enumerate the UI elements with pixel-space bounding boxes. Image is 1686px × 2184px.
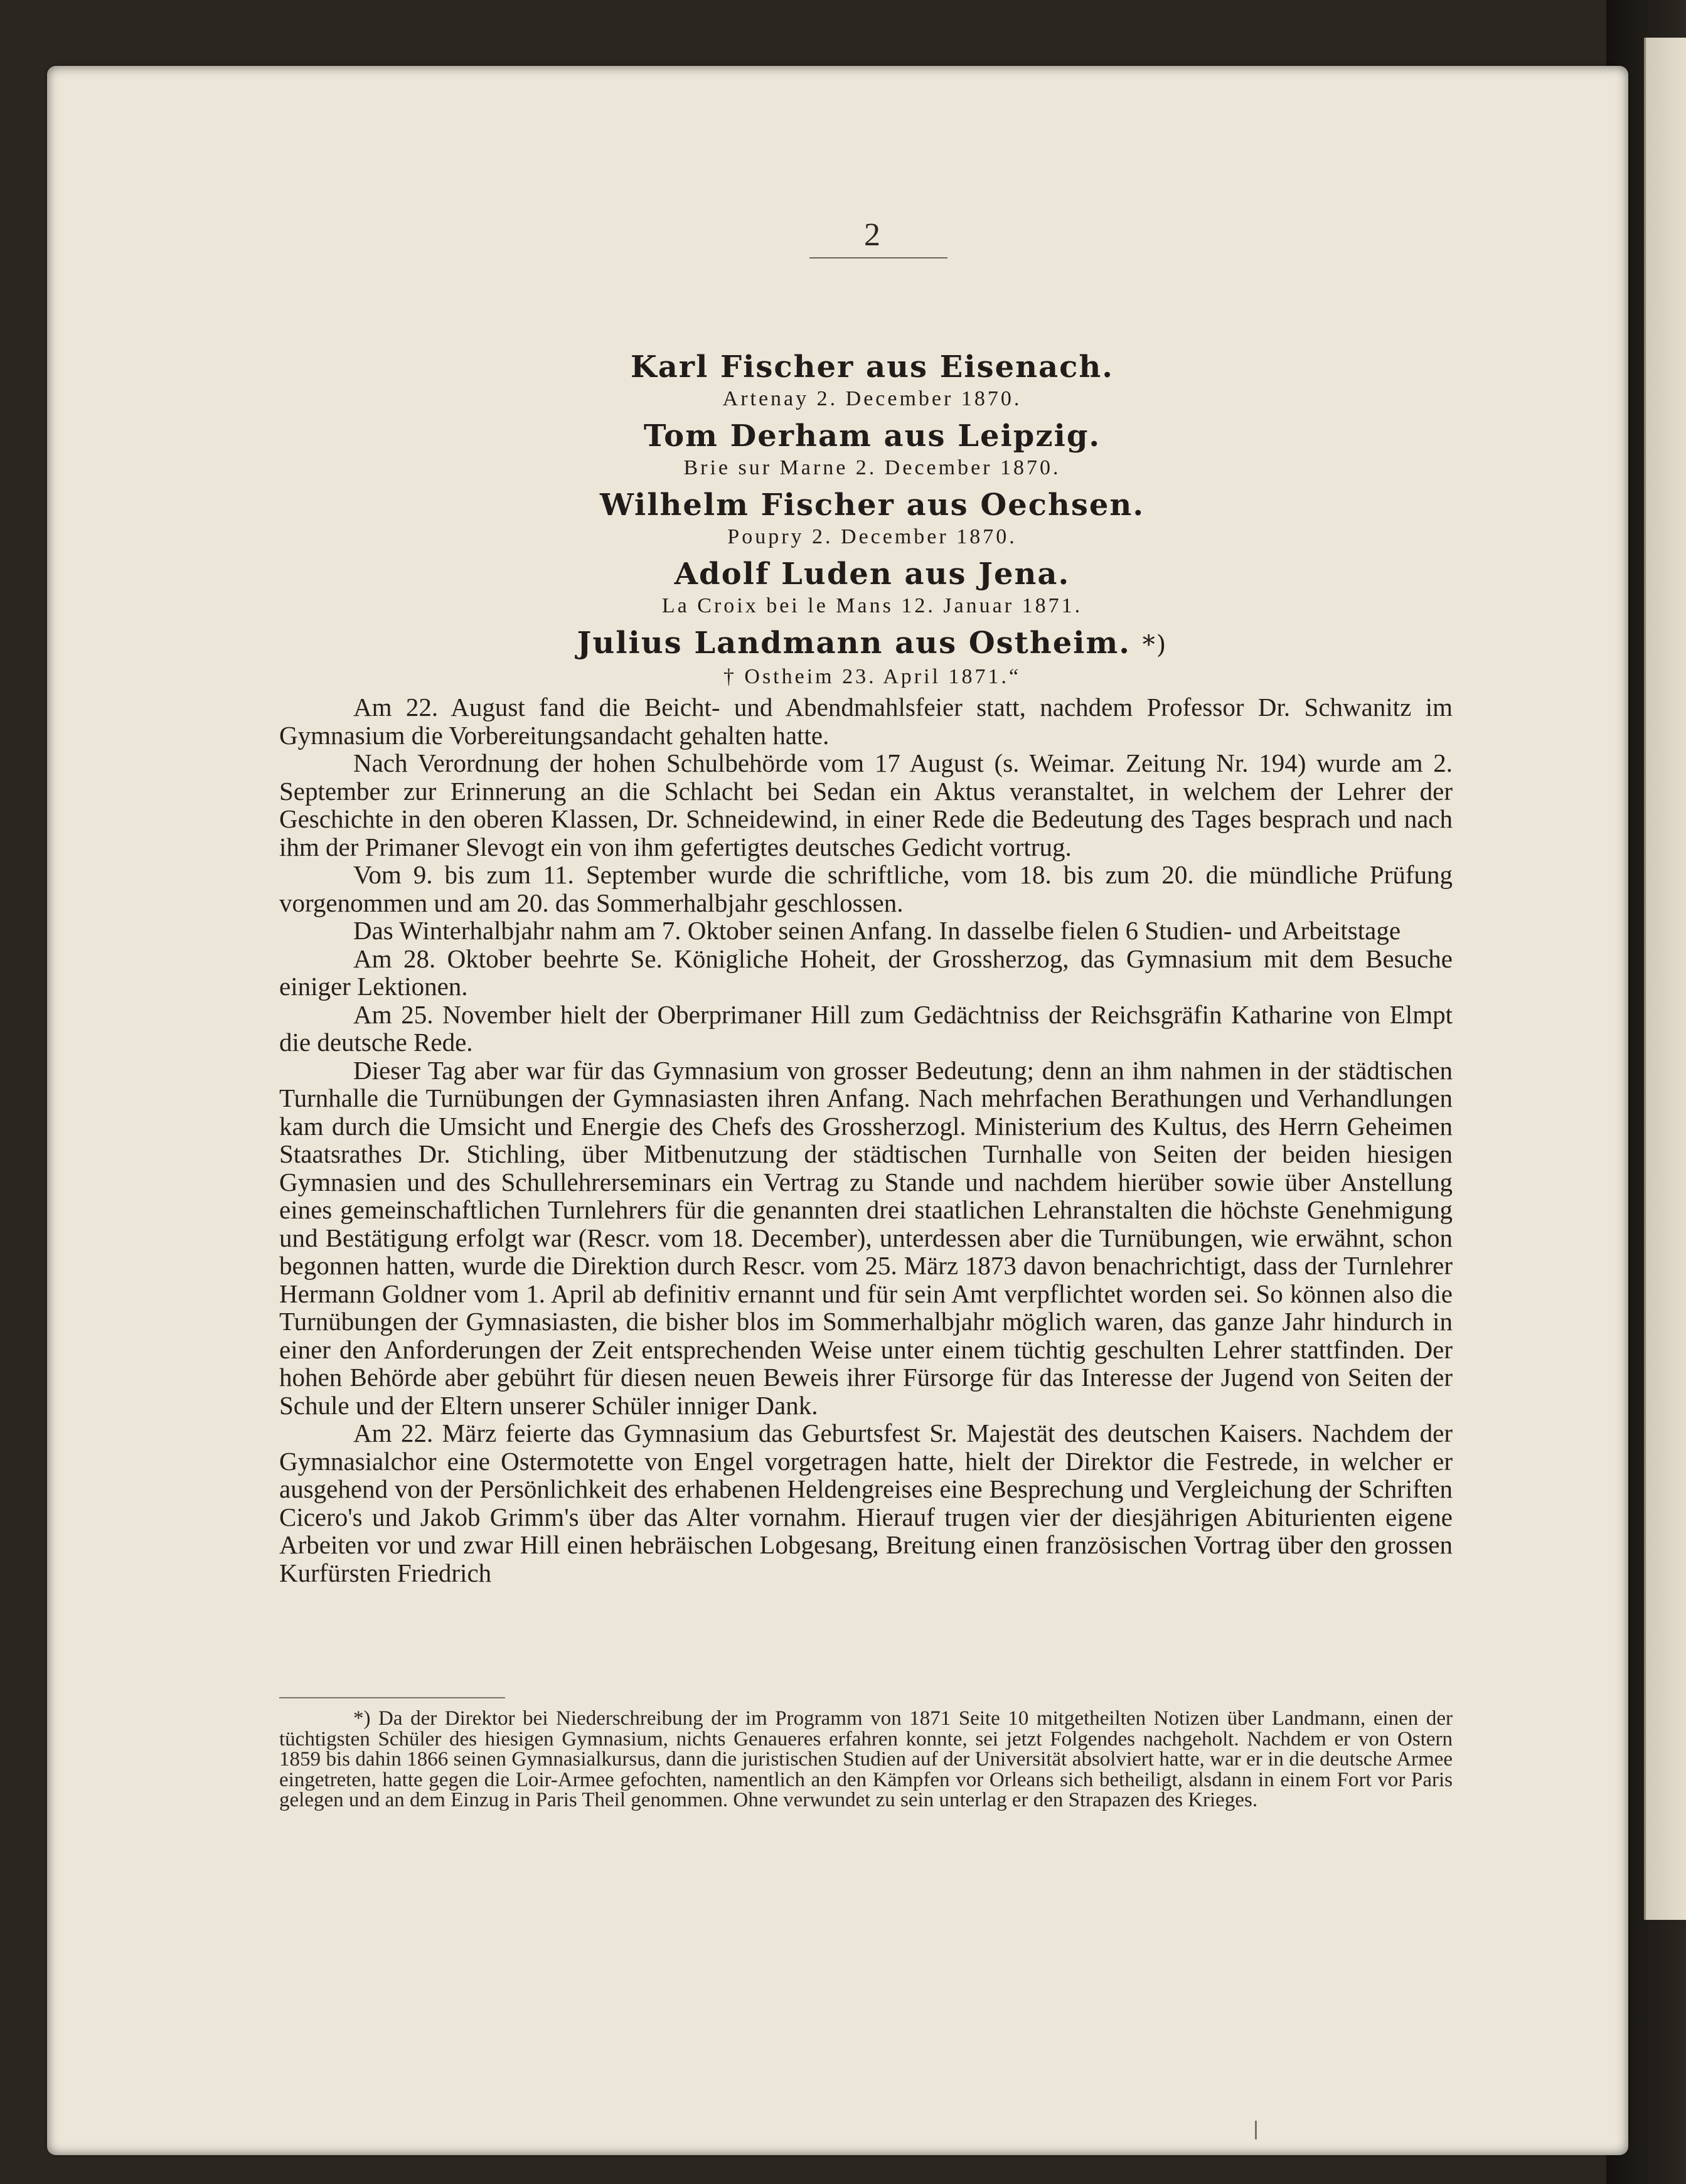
- casualty-name: Adolf Luden aus Jena.: [674, 557, 1070, 592]
- paragraph: Am 22. März feierte das Gymnasium das Geburtsfest Sr. Majestät des deutschen Kaisers. Nachdem der Gymnasialchor eine Ostermotette von Engel vorgetragen hatte, hielt der Direktor die Festrede, in welcher er ausgehend von der Persönlichkeit des erhabenen Heldengreises eine Besprechung und Vergleichung der Schriften Cicero's und Jakob Grimm's über das Alter vornahm. Hierauf trugen vier der diesjährigen Abiturienten eigene Arbeiten vor und zwar Hill einen hebräischen Lobgesang, Breitung einen französischen Vortrag über den grossen Kurfürsten Friedrich: [279, 1419, 1453, 1587]
- paragraph: Das Winterhalbjahr nahm am 7. Oktober seinen Anfang. In dasselbe fielen 6 Studien- und Arbeitstage: [353, 916, 1401, 945]
- casualty-name-with-note: [314, 624, 1431, 664]
- footnote-marker: *): [1142, 631, 1168, 659]
- casualty-entry: [314, 555, 1431, 619]
- chronicle-text: [279, 693, 1453, 1587]
- casualty-entry: [314, 486, 1431, 550]
- page-number: 2: [864, 217, 880, 253]
- casualty-name: Tom Derham aus Leipzig.: [643, 418, 1101, 454]
- casualty-place: Artenay 2. December 1870.: [722, 387, 1022, 410]
- casualty-entry: [314, 417, 1431, 481]
- paragraph: Nach Verordnung der hohen Schulbehörde vom 17 August (s. Weimar. Zeitung Nr. 194) wurde am 2. September zur Erinnerung an die Schlacht bei Sedan ein Aktus veranstaltet, in welchem der Lehrer der Geschichte in den oberen Klassen, Dr. Schneidewind, in einer Rede die Bedeutung des Tages besprach und nach ihm der Primaner Slevogt ein von ihm gefertigtes deutsches Gedicht vortrug.: [279, 748, 1453, 861]
- margin-tick-mark: [1255, 2121, 1257, 2139]
- casualty-entry: [314, 624, 1431, 690]
- paragraph: Am 28. Oktober beehrte Se. Königliche Hoheit, der Grossherzog, das Gymnasium mit dem Besuche einiger Lektionen.: [279, 944, 1453, 1001]
- footnote: *) Da der Direktor bei Niederschreibung der im Programm von 1871 Seite 10 mitgetheilten Notizen über Landmann, einen der tüchtigsten Schüler des hiesigen Gymnasium, nichts Genaueres erfahren konnte, sei jetzt Folgendes nachgeholt. Nachdem er von Ostern 1859 bis dahin 1866 seinen Gymnasialkursus, dann die juristischen Studien auf der Universität absolviert hatte, war er in die deutsche Armee eingetreten, hatte gegen die Loir-Armee gefochten, namentlich an den Kämpfen vor Orleans sich betheiligt, alsdann in einem Fort vor Paris gelegen und an dem Einzug in Paris Theil genommen. Ohne verwundet zu sein unterlag er den Strapazen des Krieges.: [279, 1707, 1453, 1811]
- page-number-rule: [809, 257, 947, 258]
- paragraph: Vom 9. bis zum 11. September wurde die schriftliche, vom 18. bis zum 20. die mündliche Prüfung vorgenommen und am 20. das Sommerhalbjahr geschlossen.: [279, 860, 1453, 917]
- casualty-place: La Croix bei le Mans 12. Januar 1871.: [661, 594, 1083, 617]
- casualty-place: † Ostheim 23. April 1871.“: [723, 665, 1022, 688]
- paragraph: Am 22. August fand die Beicht- und Abendmahlsfeier statt, nachdem Professor Dr. Schwanitz im Gymnasium die Vorbereitungsandacht gehalten hatte.: [279, 693, 1453, 750]
- footnote-rule: [279, 1697, 505, 1698]
- casualty-name: Karl Fischer aus Eisenach.: [630, 349, 1114, 385]
- casualty-place: Poupry 2. December 1870.: [727, 525, 1017, 548]
- paragraph: Am 25. November hielt der Oberprimaner Hill zum Gedächtniss der Reichsgräfin Katharine von Elmpt die deutsche Rede.: [279, 999, 1453, 1057]
- paragraph: Dieser Tag aber war für das Gymnasium von grosser Bedeutung; denn an ihm nahmen in der städtischen Turnhalle die Turnübungen der Gymnasiasten ihren Anfang. Nach mehrfachen Berathungen und Verhandlungen kam durch die Umsicht und Energie des Chefs des Grossherzogl. Ministerium des Kultus, des Herrn Geheimen Staatsrathes Dr. Stichling, über Mitbenutzung der städtischen Turnhalle von Seiten der beiden hiesigen Gymnasien und des Schullehrerseminars ein Vertrag zu Stande und nachdem hierüber sowie über Anstellung eines gemeinschaftlichen Turnlehrers für die genannten drei staatlichen Lehranstalten die höchste Genehmigung und Bestätigung erfolgt war (Rescr. vom 18. December), unterdessen aber die Turnübungen, wie erwähnt, schon begonnen hatten, wurde die Direktion durch Rescr. vom 25. März 1873 davon benachrichtigt, dass der Turnlehrer Hermann Goldner vom 1. April ab definitiv ernannt und für sein Amt verpflichtet worden sei. So können also die Turnübungen der Gymnasiasten, die bisher blos im Sommerhalbjahr möglich waren, das ganze Jahr hindurch in einer den Anforderungen der Zeit entsprechenden Weise unter einem tüchtig geschulten Lehrer stattfinden. Der hohen Behörde aber gebührt für diesen neuen Beweis ihrer Fürsorge für das Interesse der Jugend von Seiten der Schule und der Eltern unserer Schüler inniger Dank.: [279, 1055, 1453, 1420]
- casualty-name: Wilhelm Fischer aus Oechsen.: [599, 487, 1145, 523]
- next-page-edge: [1644, 38, 1686, 1920]
- casualty-list: [314, 348, 1431, 695]
- casualty-name: Julius Landmann aus Ostheim.: [577, 626, 1131, 661]
- casualty-entry: [314, 348, 1431, 412]
- casualty-place: Brie sur Marne 2. December 1870.: [683, 456, 1061, 479]
